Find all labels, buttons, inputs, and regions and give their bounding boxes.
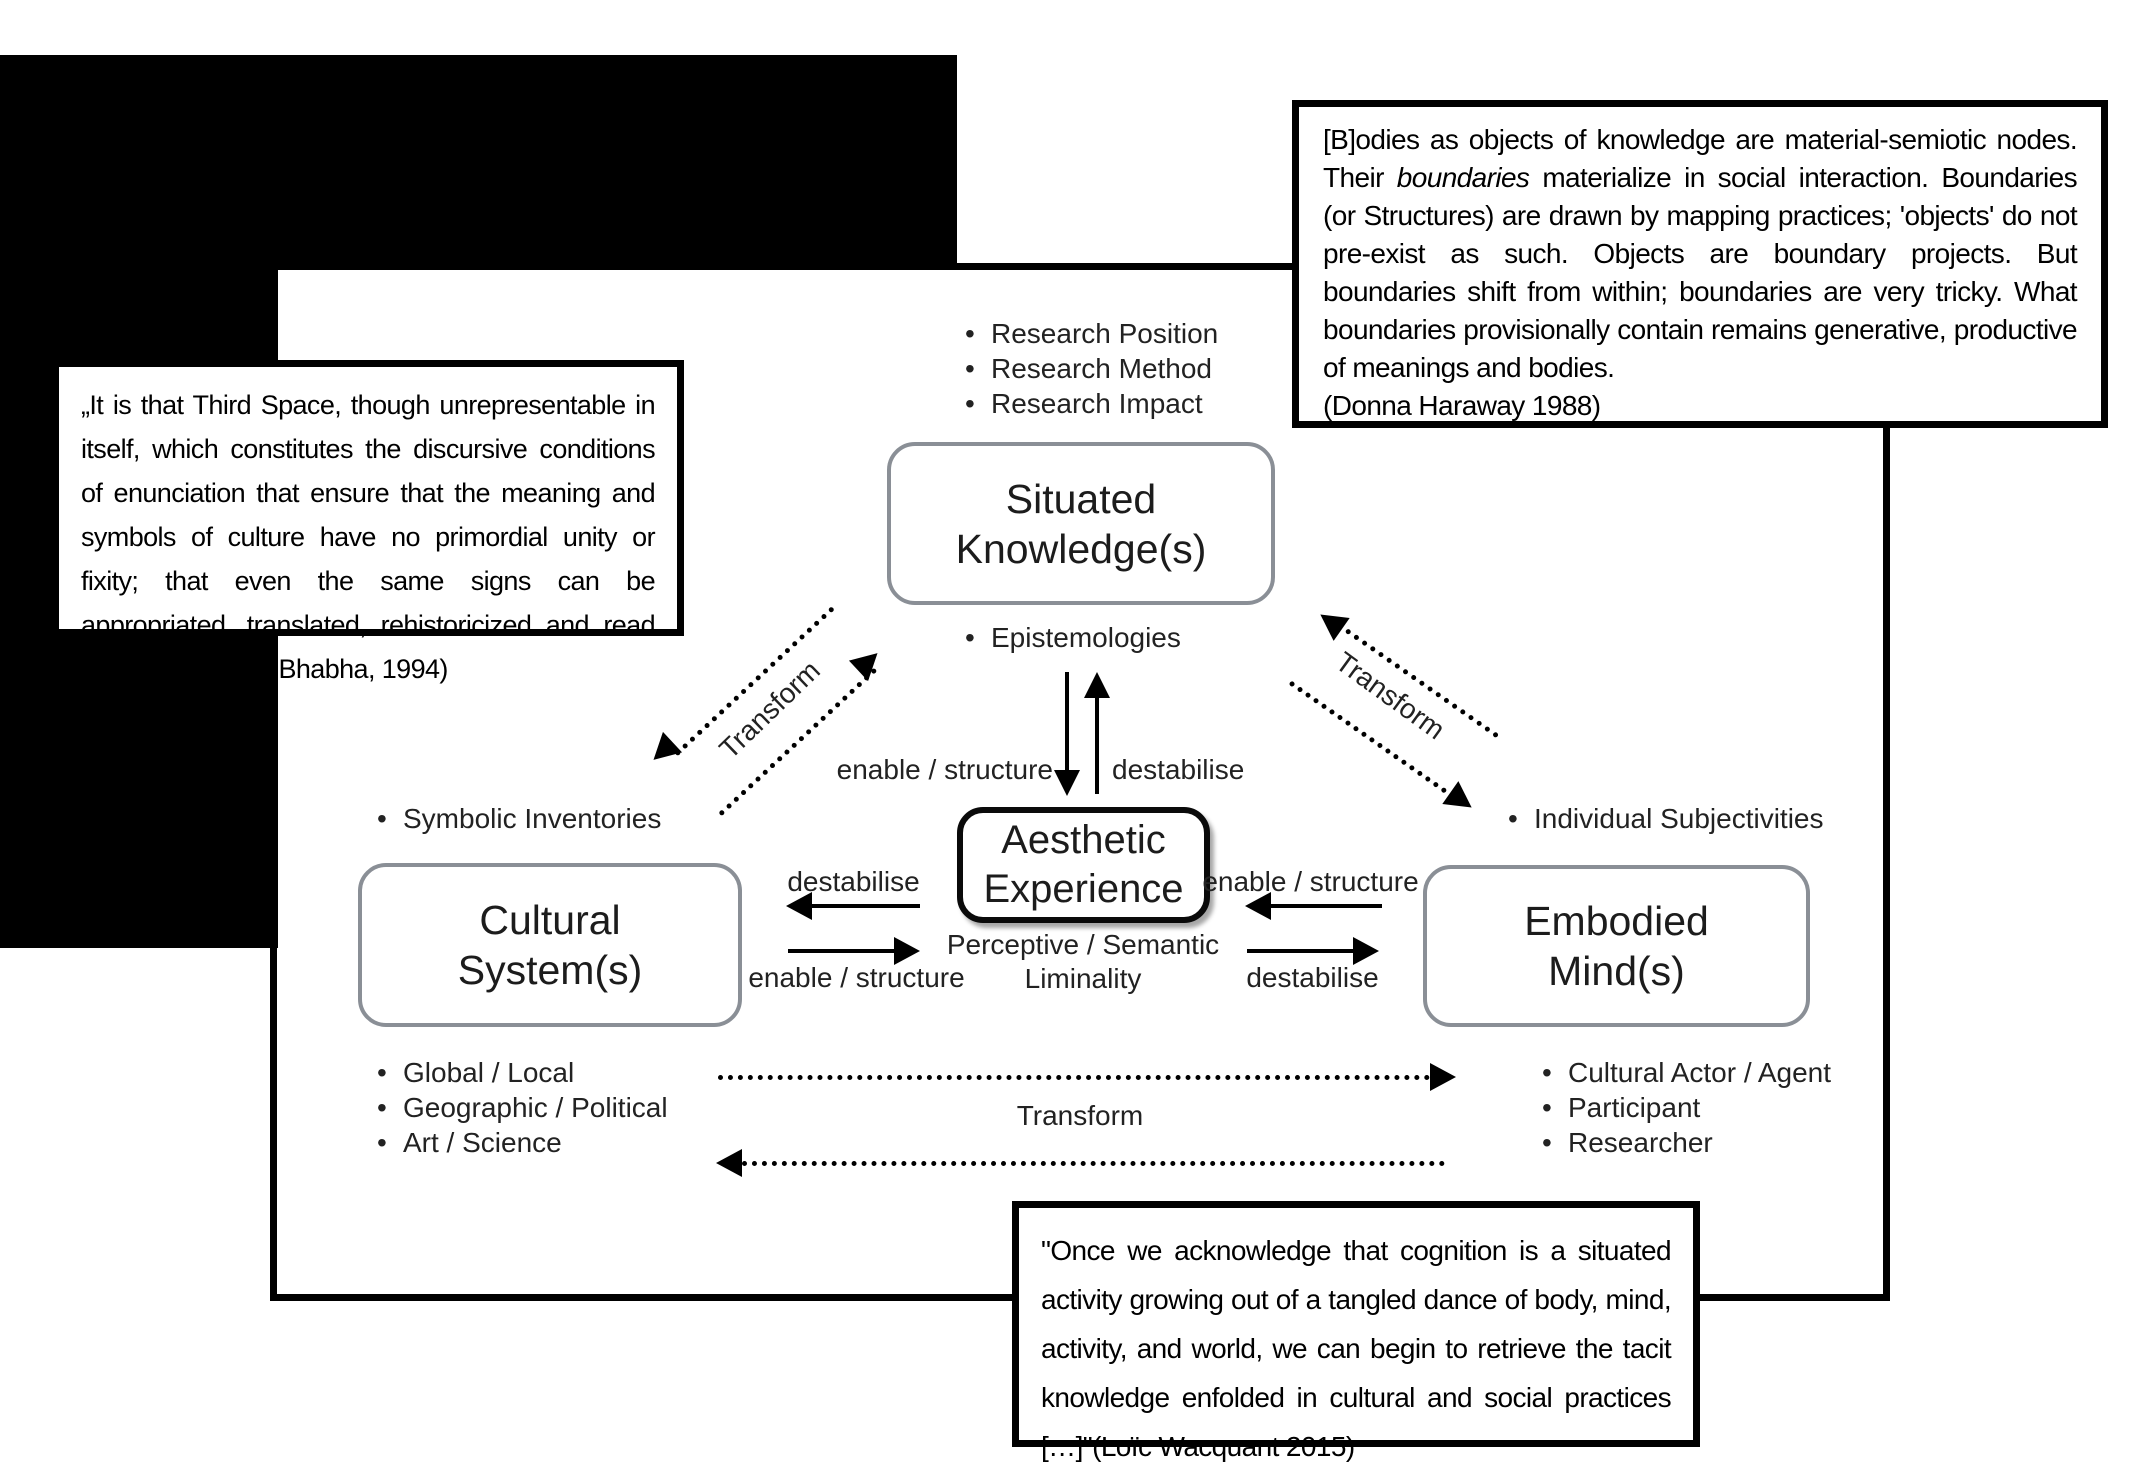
arrow-destabilise-right-line (1247, 949, 1355, 953)
label-perceptive-semantic: Perceptive / Semantic (946, 929, 1220, 960)
quote-haraway-attribution: (Donna Haraway 1988) (1323, 390, 1601, 421)
arrow-destabilise-right-head-icon (1353, 937, 1379, 965)
node-cultural-systems (358, 863, 742, 1027)
arrow-destabilise-left-head-icon (786, 892, 812, 920)
list-item: • Participant (1542, 1090, 1831, 1125)
quote-haraway-text (1323, 121, 2077, 387)
list-item: • Research Position (965, 316, 1218, 351)
quote-wacquant-text: "Once we acknowledge that cognition is a situated activity growing out of a tangled dance of body, mind, activity, and world, we can begin to retrieve the tacit knowledge enfolded in cultural and social practices […]"(Loïc Wacquant 2015) (1041, 1235, 1671, 1462)
quote-box-wacquant (1012, 1201, 1700, 1462)
list-item: • Global / Local (377, 1055, 668, 1090)
arrow-enable-down-head-icon (1054, 770, 1080, 796)
list-item: • Cultural Actor / Agent (1542, 1055, 1831, 1090)
label-transform-right: Transform (1329, 645, 1451, 746)
list-item: • Geographic / Political (377, 1090, 668, 1125)
quote-haraway-post: materialize in social interaction. Boundaries (or Structures) are drawn by mapping practices; 'objects' do not pre-exist as such. Objects are boundary projects. But boundaries shift from within; boundaries are very tricky. What boundaries provisionally contain remains generative, productive of meanings and bodies. (1323, 162, 2077, 383)
dotted-line-transform-bottom-lower (742, 1161, 1445, 1166)
situated-bullet-below (965, 620, 1181, 655)
arrow-enable-right-line (788, 949, 896, 953)
label-destabilise-right: destabilise (1246, 962, 1379, 993)
arrow-destabilise-up-head-icon (1084, 672, 1110, 698)
list-item: • Individual Subjectivities (1508, 801, 1824, 836)
quote-haraway-pre: [B]odies as objects of knowledge are material-semiotic nodes. Their (1323, 124, 2077, 193)
quote-box-haraway (1292, 100, 2108, 428)
label-transform-left: Transform (713, 654, 826, 765)
list-item: • Symbolic Inventories (377, 801, 661, 836)
quote-bhabha-text: „It is that Third Space, though unrepresentable in itself, which constitutes the discursive conditions of enunciation that ensure that the meaning and symbols of culture have no primordial unity or fixity; that even the same signs can be appropriated, translated, rehistoricized and read anew." ( Homi K. Bhabha, 1994) (81, 390, 655, 684)
node-title-line: Cultural (479, 897, 621, 943)
cultural-bullet-above (377, 801, 661, 836)
cultural-bullets-below (377, 1055, 668, 1160)
list-item: • Epistemologies (965, 620, 1181, 655)
label-enable-structure-right: enable / structure (1202, 866, 1419, 897)
node-title-line: System(s) (457, 947, 643, 993)
embodied-bullets-below (1542, 1055, 1831, 1160)
node-title-line: Experience (983, 867, 1184, 911)
list-item: • Research Method (965, 351, 1218, 386)
list-item: • Research Impact (965, 386, 1218, 421)
node-title-line: Mind(s) (1548, 948, 1685, 994)
node-situated-knowledges (887, 442, 1275, 605)
arrow-enable-right-head-icon (894, 937, 920, 965)
label-enable-structure-left: enable / structure (748, 962, 965, 993)
label-transform-bottom: Transform (1016, 1100, 1144, 1131)
node-title-line: Embodied (1524, 898, 1709, 944)
arrow-enable-left-line (1269, 904, 1382, 908)
label-destabilise-top: destabilise (1112, 754, 1245, 785)
arrow-enable-down-line (1065, 672, 1069, 770)
arrow-destabilise-up-line (1095, 698, 1099, 794)
node-title-line: Knowledge(s) (955, 525, 1207, 572)
quote-box-bhabha (52, 360, 684, 684)
transform-bottom-left-head-icon (716, 1149, 742, 1177)
label-enable-structure-top: enable / structure (836, 754, 1053, 785)
node-title-line: Situated (1005, 475, 1157, 522)
node-embodied-minds (1423, 865, 1810, 1027)
transform-bottom-right-head-icon (1430, 1063, 1456, 1091)
embodied-bullet-above (1508, 801, 1824, 836)
list-item: • Researcher (1542, 1125, 1831, 1160)
list-item: • Art / Science (377, 1125, 668, 1160)
situated-bullets-above (965, 316, 1218, 421)
quote-haraway-italic: boundaries (1396, 162, 1530, 193)
label-liminality: Liminality (1024, 963, 1142, 994)
dotted-line-transform-bottom-upper (718, 1075, 1430, 1080)
node-aesthetic-experience (957, 807, 1210, 923)
node-title-line: Aesthetic (1001, 818, 1166, 862)
arrow-enable-left-head-icon (1245, 892, 1271, 920)
label-destabilise-left: destabilise (787, 866, 920, 897)
arrow-destabilise-left-line (810, 904, 920, 908)
